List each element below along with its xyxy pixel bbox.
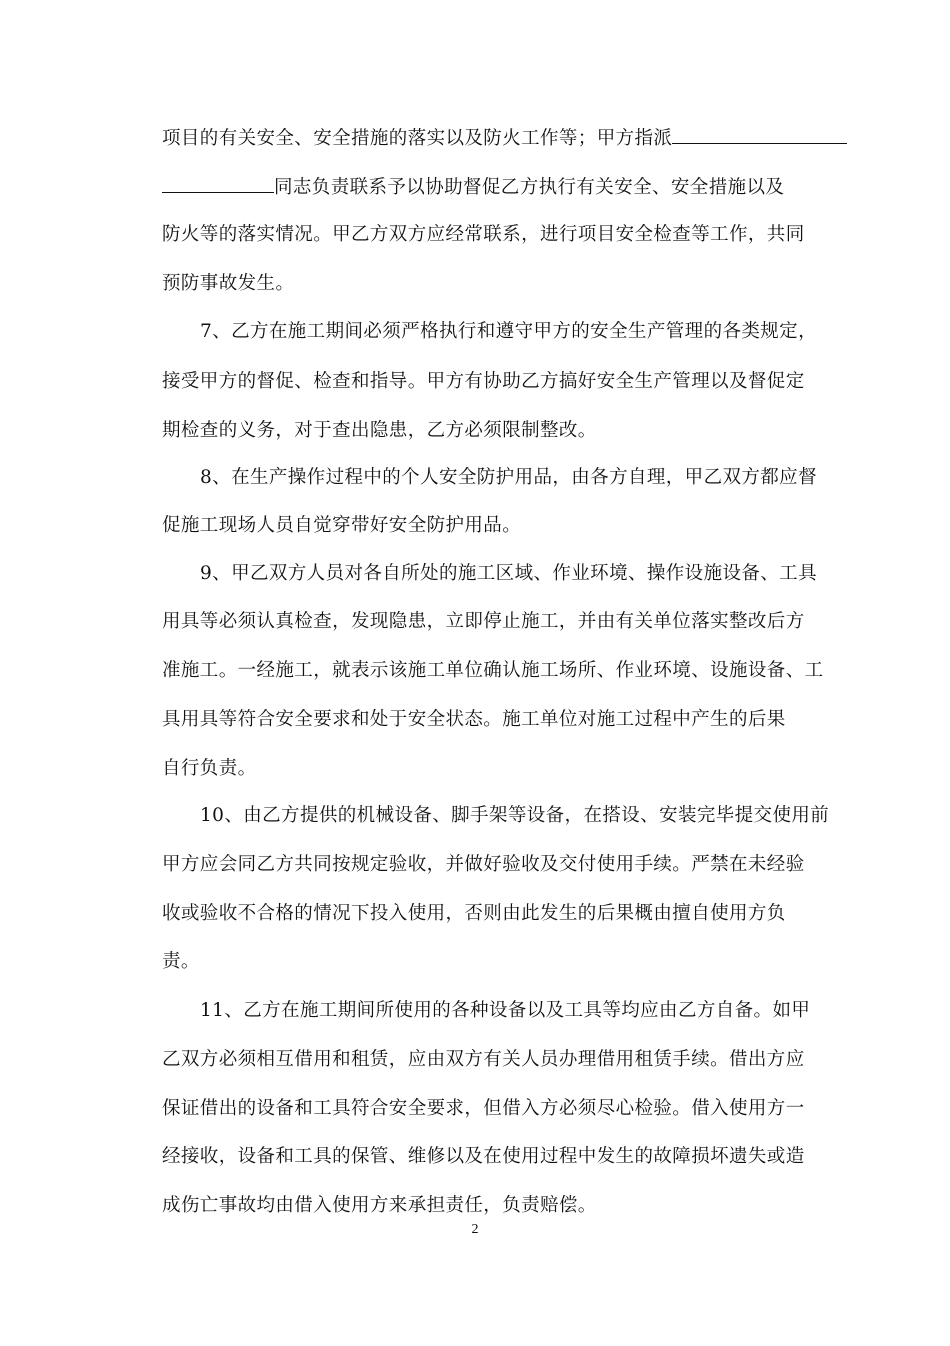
text-line bbox=[162, 514, 521, 538]
text-line bbox=[162, 757, 257, 781]
text-line bbox=[162, 610, 805, 634]
text-line bbox=[162, 853, 805, 877]
text-line bbox=[162, 1145, 805, 1169]
line-text: 甲方应会同乙方共同按规定验收，并做好验收及交付使用手续。严禁在未经验 bbox=[162, 854, 805, 875]
paragraph-start-7 bbox=[200, 320, 817, 344]
line-text: 收或验收不合格的情况下投入使用，否则由此发生的后果概由擅自使用方负 bbox=[162, 903, 786, 924]
line-text: 9、甲乙双方人员对各自所处的施工区域、作业环境、操作设施设备、工具 bbox=[200, 563, 817, 584]
line-text: 准施工。一经施工，就表示该施工单位确认施工场所、作业环境、设施设备、工 bbox=[162, 660, 824, 681]
line-text: 保证借出的设备和工具符合安全要求，但借入方必须尽心检验。借入使用方一 bbox=[162, 1098, 805, 1119]
line-text: 同志负责联系予以协助督促乙方执行有关安全、安全措施以及 bbox=[274, 177, 785, 198]
line-text: 乙双方必须相互借用和租赁，应由双方有关人员办理借用租赁手续。借出方应 bbox=[162, 1049, 805, 1070]
fill-in-blank bbox=[162, 174, 274, 193]
paragraph-start-8 bbox=[200, 466, 817, 490]
line-text: 预防事故发生。 bbox=[162, 273, 295, 294]
line-text: 用具等必须认真检查，发现隐患，立即停止施工，并由有关单位落实整改后方 bbox=[162, 611, 805, 632]
line-text: 具用具等符合安全要求和处于安全状态。施工单位对施工过程中产生的后果 bbox=[162, 709, 786, 730]
line-text: 成伤亡事故均由借入使用方来承担责任，负责赔偿。 bbox=[162, 1195, 597, 1216]
fill-in-blank bbox=[672, 125, 847, 144]
line-text: 8、在生产操作过程中的个人安全防护用品，由各方自理，甲乙双方都应督 bbox=[200, 467, 817, 488]
text-line bbox=[162, 708, 786, 732]
text-line bbox=[162, 1097, 805, 1121]
text-line bbox=[162, 223, 805, 247]
line-text: 11、乙方在施工期间所使用的各种设备以及工具等均应由乙方自备。如甲 bbox=[200, 1000, 811, 1021]
line-text: 7、乙方在施工期间必须严格执行和遵守甲方的安全生产管理的各类规定， bbox=[200, 321, 817, 342]
text-line bbox=[162, 1194, 597, 1218]
paragraph-start-9 bbox=[200, 562, 817, 586]
line-text: 责。 bbox=[162, 951, 200, 972]
text-line bbox=[162, 272, 294, 296]
text-line bbox=[162, 1048, 805, 1072]
line-text: 自行负责。 bbox=[162, 758, 257, 779]
text-line bbox=[162, 950, 200, 974]
line-text: 防火等的落实情况。甲乙方双方应经常联系，进行项目安全检查等工作，共同 bbox=[162, 224, 805, 245]
line-text: 期检查的义务，对于查出隐患，乙方必须限制整改。 bbox=[162, 420, 597, 441]
page-number: 2 bbox=[471, 1222, 479, 1237]
line-text: 促施工现场人员自觉穿带好安全防护用品。 bbox=[162, 515, 522, 536]
line-text: 10、由乙方提供的机械设备、脚手架等设备，在搭设、安装完毕提交使用前 bbox=[200, 805, 830, 826]
line-text: 经接收，设备和工具的保管、维修以及在使用过程中发生的故障损坏遗失或造 bbox=[162, 1146, 805, 1167]
text-line bbox=[162, 419, 597, 443]
text-line bbox=[162, 125, 847, 151]
paragraph-start-11 bbox=[200, 999, 810, 1023]
line-text: 项目的有关安全、安全措施的落实以及防火工作等；甲方指派 bbox=[162, 128, 673, 149]
text-line bbox=[162, 174, 784, 200]
line-text: 接受甲方的督促、检查和指导。甲方有协助乙方搞好安全生产管理以及督促定 bbox=[162, 371, 805, 392]
text-line bbox=[162, 902, 786, 926]
text-line bbox=[162, 659, 824, 683]
paragraph-start-10 bbox=[200, 804, 829, 828]
text-line bbox=[162, 370, 805, 394]
